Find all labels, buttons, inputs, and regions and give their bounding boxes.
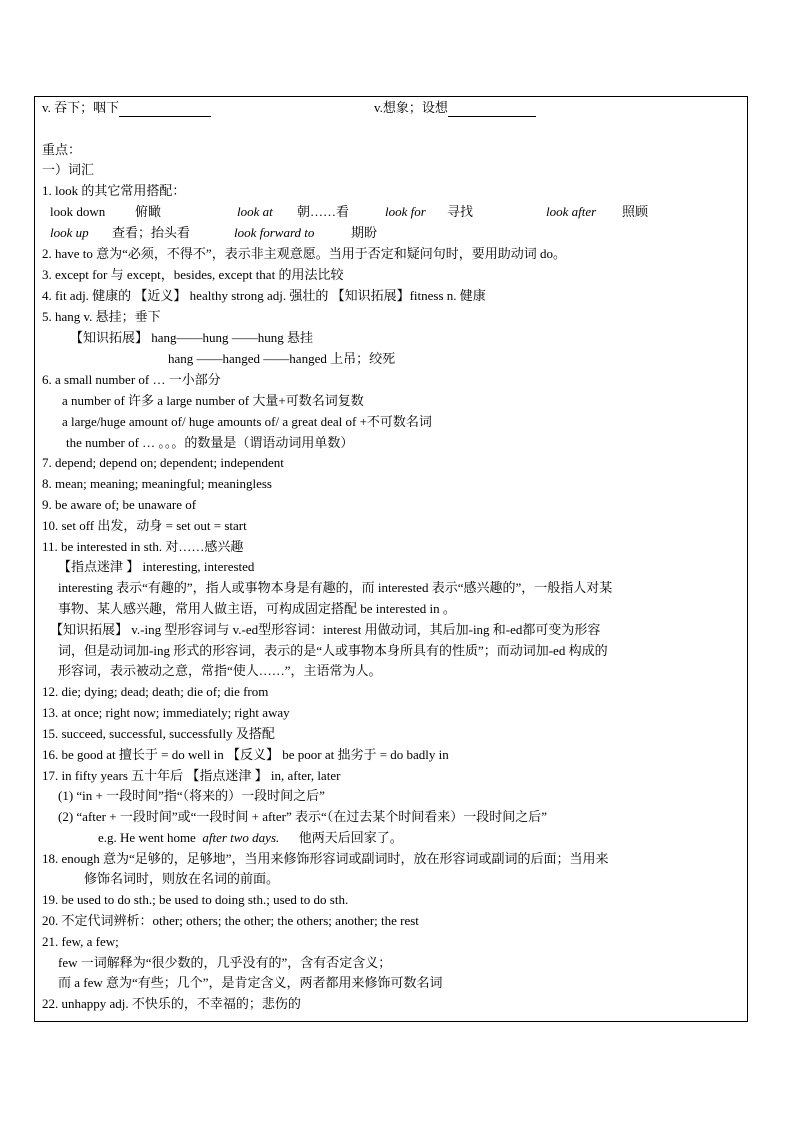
item-20: 20. 不定代词辨析：other; others; the other; the others; another; the rest <box>42 913 419 928</box>
item-11-ext3: 形容词，表示被动之意，常指“使人……”，主语常为人。 <box>58 663 382 678</box>
item-11-ext1: 【知识拓展】 v.-ing 型形容词与 v.-ed型形容词：interest 用做动词，其后加-ing 和-ed都可变为形容 <box>50 622 601 637</box>
item-15: 15. succeed, successful, successfully 及搭配 <box>42 726 275 741</box>
item-21: 21. few, a few; <box>42 934 119 949</box>
item-11: 11. be interested in sth. 对……感兴趣 <box>42 539 244 554</box>
item-8: 8. mean; meaning; meaningful; meaningless <box>42 476 272 491</box>
item-3: 3. except for 与 except，besides, except that 的用法比较 <box>42 267 344 282</box>
item-18-line2: 修饰名词时，则放在名词的前面。 <box>84 871 280 886</box>
item-16: 16. be good at 擅长于 = do well in 【反义】 be poor at 拙劣于 = do badly in <box>42 747 449 762</box>
look-phrases-row2: look up 查看；抬头看 look forward to 期盼 <box>50 225 378 240</box>
item-18: 18. enough 意为“足够的，足够地”，当用来修饰形容词或副词时，放在形容词或副词的后面；当用来 <box>42 851 609 866</box>
section-heading: 重点： <box>42 142 82 157</box>
item-11-ext2: 词，但是动词加-ing 形式的形容词，表示的是“人或事物本身所具有的性质”；而动词加-ed 构成的 <box>58 643 608 658</box>
item-4: 4. fit adj. 健康的 【近义】 healthy strong adj. 强壮的 【知识拓展】fitness n. 健康 <box>42 288 486 303</box>
item-17-rule1: (1) “in + 一段时间”指“（将来的）一段时间之后” <box>58 788 325 803</box>
item-7: 7. depend; depend on; dependent; independent <box>42 455 284 470</box>
item-5: 5. hang v. 悬挂；垂下 <box>42 309 161 324</box>
item-21-few: few 一词解释为“很少数的，几乎没有的”，含有否定含义； <box>58 955 392 970</box>
item-11-expl1: interesting 表示“有趣的”，指人或事物本身是有趣的，而 interested 表示“感兴趣的”，一般指人对某 <box>58 580 613 595</box>
item-5-note1: 【知识拓展】 hang——hung ——hung 悬挂 <box>70 330 314 345</box>
item-6-line4: the number of … 。。。的数量是（谓语动词用单数） <box>66 435 354 450</box>
item-21-a-few: 而 a few 意为“有些；几个”，是肯定含义，两者都用来修饰可数名词 <box>58 975 443 990</box>
item-17-rule2: (2) “after + 一段时间”或“一段时间 + after” 表示“（在过去某个时间看来）一段时间之后” <box>58 809 548 824</box>
item-19: 19. be used to do sth.; be used to doing sth.; used to do sth. <box>42 892 349 907</box>
vocab-swallow: v. 吞下；咽下 <box>42 99 211 117</box>
item-9: 9. be aware of; be unaware of <box>42 497 197 512</box>
item-11-expl2: 事物、某人感兴趣，常用人做主语，可构成固定搭配 be interested in 。 <box>58 601 456 616</box>
item-2: 2. have to 意为“必须，不得不”，表示非主观意愿。当用于否定和疑问句时，要用助动词 do。 <box>42 246 566 261</box>
item-6-line2: a number of 许多 a large number of 大量+可数名词复数 <box>62 393 364 408</box>
item-5-note2: hang ——hanged ——hanged 上吊；绞死 <box>168 351 396 366</box>
item-10: 10. set off 出发，动身 = set out = start <box>42 518 247 533</box>
item-1: 1. look 的其它常用搭配： <box>42 183 186 198</box>
look-phrases-row1: look down 俯瞰 look at 朝……看 look for 寻找 look after 照顾 <box>50 204 649 219</box>
subsection-heading: 一）词汇 <box>42 162 95 177</box>
item-11-tip: 【指点迷津 】 interesting, interested <box>58 559 255 574</box>
item-22: 22. unhappy adj. 不快乐的，不幸福的；悲伤的 <box>42 996 301 1011</box>
item-17-example: e.g. He went home after two days. 他两天后回家了。 <box>98 830 403 845</box>
item-13: 13. at once; right now; immediately; right away <box>42 705 290 720</box>
item-12: 12. die; dying; dead; death; die of; die from <box>42 684 269 699</box>
item-17: 17. in fifty years 五十年后 【指点迷津 】 in, after, later <box>42 768 341 783</box>
item-6-line3: a large/huge amount of/ huge amounts of/ a great deal of +不可数名词 <box>62 414 432 429</box>
vocab-imagine: v.想象；设想 <box>374 99 536 117</box>
item-6: 6. a small number of … 一小部分 <box>42 372 221 387</box>
